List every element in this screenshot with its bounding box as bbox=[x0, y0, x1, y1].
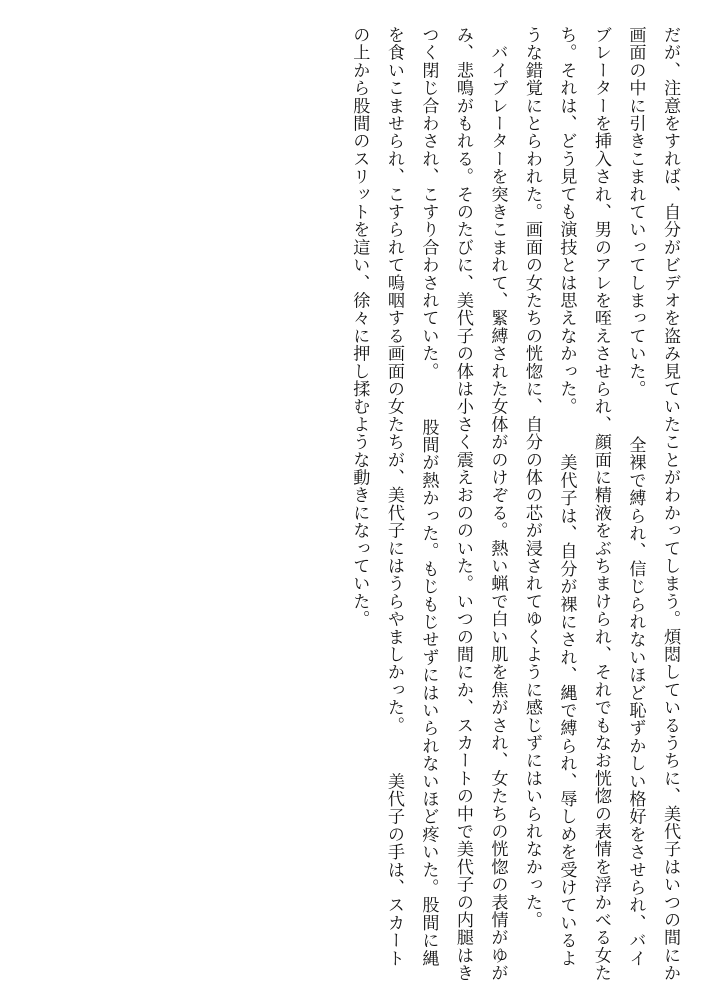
novel-body-text: だが、注意をすれば、自分がビデオを盗み見ていたことがわかってしまう。煩悶しているうちに、美代子はいつの間にか画面の中に引きこまれていってしまっていた。 全裸で縛られ、信じられないほど恥ずかしい格好をさせられ、バイブレーターを挿入され、男のアレを咥えさせられ、顔面に精液をぶちまけられ、それでもなお恍惚の表情を浮かべる女たち。それは、どう見ても演技とは思えなかった。 美代子は、自分が裸にされ、縄で縛られ、辱しめを受けているような錯覚にとらわれた。画面の女たちの恍惚に、自分の体の芯が浸されてゆくように感じずにはいられなかった。 バイブレーターを突きこまれて、緊縛された女体がのけぞる。熱い蝋で白い肌を焦がされ、女たちの恍惚の表情がゆがみ、悲鳴がもれる。そのたびに、美代子の体は小さく震えおののいた。いつの間にか、スカートの中で美代子の内腿はきつく閉じ合わされ、こすり合わされていた。 股間が熱かった。もじもじせずにはいられないほど疼いた。股間に縄を食いこませられ、こすられて嗚咽する画面の女たちが、美代子にはうらやましかった。 美代子の手は、スカートの上から股間のスリットを這い、徐々に押し揉むような動きになっていた。 bbox=[349, 26, 680, 982]
